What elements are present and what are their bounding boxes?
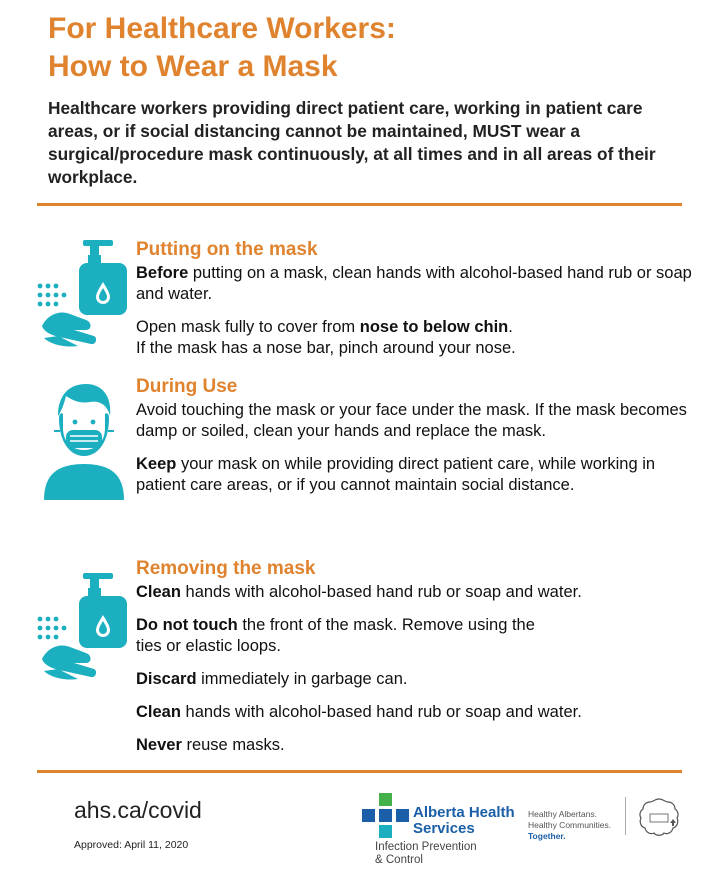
section-during-use xyxy=(136,375,696,508)
removing-step: Do not touch the front of the mask. Remove using the ties or elastic loops. xyxy=(136,616,535,655)
bottom-divider xyxy=(37,770,682,773)
section-removing xyxy=(136,557,696,768)
heading-during-use: During Use xyxy=(136,376,238,397)
hand-sanitizer-icon xyxy=(34,238,134,350)
ahs-logo-icon xyxy=(362,793,410,839)
department-name: Infection Prevention & Control xyxy=(375,841,477,866)
hand-sanitizer-icon xyxy=(34,571,134,683)
section-putting-on xyxy=(136,238,696,371)
title-line-1: For Healthcare Workers: xyxy=(48,12,396,45)
removing-step: Discard immediately in garbage can. xyxy=(136,670,408,688)
putting-on-step-2: Open mask fully to cover from nose to below chin. If the mask has a nose bar, pinch around your nose. xyxy=(136,318,516,357)
putting-on-step-1: Before putting on a mask, clean hands with alcohol-based hand rub or soap and water. xyxy=(136,264,692,303)
during-use-text-2: Keep your mask on while providing direct patient care, while working in patient care areas, or if you cannot maintain social distance. xyxy=(136,455,656,494)
during-use-text-1: Avoid touching the mask or your face under the mask. If the mask becomes damp or soiled, clean your hands and replace the mask. xyxy=(136,401,687,440)
top-divider xyxy=(37,203,682,206)
heading-putting-on: Putting on the mask xyxy=(136,239,318,260)
footer-divider xyxy=(625,797,626,835)
removing-step: Clean hands with alcohol-based hand rub or soap and water. xyxy=(136,703,582,721)
heading-removing: Removing the mask xyxy=(136,558,316,579)
title-line-2: How to Wear a Mask xyxy=(48,50,338,83)
intro-text: Healthcare workers providing direct patient care, working in patient care areas, or if social distancing cannot be maintained, MUST wear a surgical/procedure mask continuously, at all times and in all areas of their workplace. xyxy=(48,98,656,187)
removing-step: Clean hands with alcohol-based hand rub or soap and water. xyxy=(136,583,582,601)
person-with-mask-icon xyxy=(38,378,130,500)
page-title xyxy=(48,10,688,86)
approval-date: Approved: April 11, 2020 xyxy=(74,839,189,851)
organization-name: Alberta Health Services xyxy=(413,804,515,837)
top-employers-badge-icon xyxy=(637,797,681,837)
removing-step: Never reuse masks. xyxy=(136,736,285,754)
tagline: Healthy Albertans. Healthy Communities. Together. xyxy=(528,809,612,841)
website-link[interactable]: ahs.ca/covid xyxy=(74,797,202,823)
